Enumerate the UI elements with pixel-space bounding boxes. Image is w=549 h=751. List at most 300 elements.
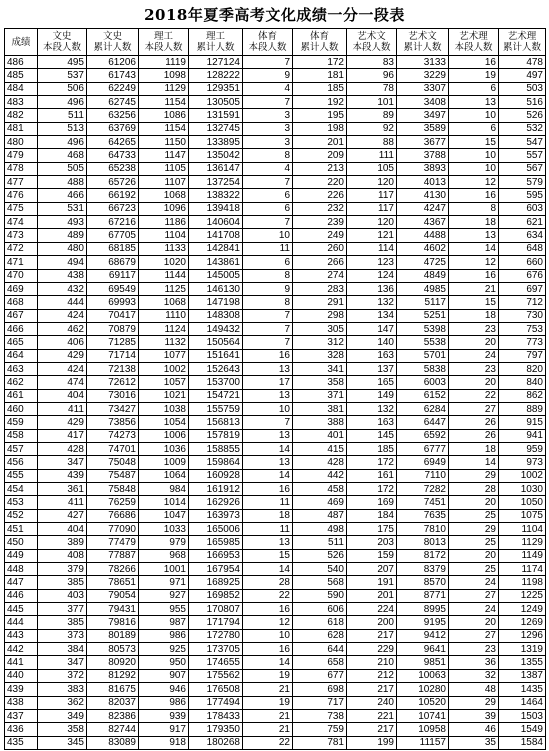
count-cell: 424 (38, 362, 87, 375)
count-cell: 968 (139, 549, 189, 562)
count-cell: 362 (38, 696, 87, 709)
count-cell: 172 (293, 56, 347, 69)
count-cell: 18 (449, 442, 499, 455)
count-cell: 676 (499, 269, 546, 282)
column-header (499, 29, 546, 56)
count-cell: 92 (347, 122, 397, 135)
count-cell: 328 (293, 349, 347, 362)
count-cell: 496 (38, 96, 87, 109)
count-cell: 79431 (87, 603, 139, 616)
count-cell: 16 (243, 483, 293, 496)
count-cell: 1154 (139, 96, 189, 109)
count-cell: 165 (347, 376, 397, 389)
count-cell: 137 (347, 362, 397, 375)
count-cell: 347 (38, 456, 87, 469)
column-header-label: 本段人数 (352, 42, 391, 53)
count-cell: 140604 (189, 216, 243, 229)
count-cell: 697 (499, 282, 546, 295)
count-cell: 25 (449, 509, 499, 522)
column-header-group: 艺术理 (459, 31, 488, 42)
column-header-label: 累计人数 (300, 42, 339, 53)
count-cell: 20 (449, 616, 499, 629)
table-row (5, 496, 546, 509)
count-cell: 4367 (397, 216, 449, 229)
count-cell: 71714 (87, 349, 139, 362)
count-cell: 781 (293, 736, 347, 749)
count-cell: 75848 (87, 483, 139, 496)
count-cell: 547 (499, 136, 546, 149)
count-cell: 19 (449, 69, 499, 82)
count-cell: 67216 (87, 216, 139, 229)
count-cell: 195 (293, 109, 347, 122)
count-cell: 511 (293, 536, 347, 549)
count-cell: 388 (293, 416, 347, 429)
table-row (5, 523, 546, 536)
count-cell: 3 (243, 109, 293, 122)
count-cell: 135042 (189, 149, 243, 162)
count-cell: 27 (449, 589, 499, 602)
count-cell: 14 (243, 442, 293, 455)
count-cell: 10 (449, 149, 499, 162)
count-cell: 389 (38, 536, 87, 549)
count-cell: 64733 (87, 149, 139, 162)
count-cell: 401 (293, 429, 347, 442)
score-table (4, 28, 546, 750)
score-cell: 475 (5, 202, 38, 215)
count-cell: 1319 (499, 643, 546, 656)
count-cell: 13 (243, 536, 293, 549)
count-cell: 46 (449, 723, 499, 736)
count-cell: 498 (293, 523, 347, 536)
count-cell: 478 (499, 56, 546, 69)
count-cell: 428 (38, 442, 87, 455)
table-row (5, 376, 546, 389)
count-cell: 385 (38, 616, 87, 629)
count-cell: 973 (499, 456, 546, 469)
count-cell: 153700 (189, 376, 243, 389)
count-cell: 6 (243, 202, 293, 215)
count-cell: 133895 (189, 136, 243, 149)
count-cell: 29 (449, 469, 499, 482)
count-cell: 341 (293, 362, 347, 375)
score-cell: 470 (5, 269, 38, 282)
count-cell: 10741 (397, 709, 449, 722)
column-header (87, 29, 139, 56)
count-cell: 7 (243, 96, 293, 109)
table-row (5, 509, 546, 522)
count-cell: 603 (499, 202, 546, 215)
score-cell: 449 (5, 549, 38, 562)
column-header (449, 29, 499, 56)
count-cell: 403 (38, 589, 87, 602)
table-row (5, 696, 546, 709)
table-row (5, 309, 546, 322)
count-cell: 6 (449, 82, 499, 95)
count-cell: 201 (347, 589, 397, 602)
count-cell: 147198 (189, 296, 243, 309)
count-cell: 82744 (87, 723, 139, 736)
count-cell: 20 (449, 376, 499, 389)
count-cell: 173705 (189, 643, 243, 656)
table-row (5, 669, 546, 682)
score-cell: 485 (5, 69, 38, 82)
count-cell: 1296 (499, 629, 546, 642)
count-cell: 156813 (189, 416, 243, 429)
count-cell: 76259 (87, 496, 139, 509)
count-cell: 8 (243, 149, 293, 162)
count-cell: 1047 (139, 509, 189, 522)
count-cell: 29 (449, 523, 499, 536)
count-cell: 36 (449, 656, 499, 669)
score-cell: 478 (5, 162, 38, 175)
count-cell: 495 (38, 56, 87, 69)
count-cell: 1068 (139, 296, 189, 309)
count-cell: 127124 (189, 56, 243, 69)
count-cell: 78 (347, 82, 397, 95)
count-cell: 557 (499, 149, 546, 162)
column-header-group: 体育 (257, 31, 277, 42)
count-cell: 6949 (397, 456, 449, 469)
count-cell: 1129 (139, 82, 189, 95)
count-cell: 1387 (499, 669, 546, 682)
header-row (5, 29, 546, 56)
count-cell: 5538 (397, 336, 449, 349)
count-cell: 1054 (139, 416, 189, 429)
score-cell: 474 (5, 216, 38, 229)
count-cell: 411 (38, 496, 87, 509)
count-cell: 634 (499, 229, 546, 242)
count-cell: 753 (499, 322, 546, 335)
table-row (5, 469, 546, 482)
count-cell: 63769 (87, 122, 139, 135)
count-cell: 773 (499, 336, 546, 349)
count-cell: 590 (293, 589, 347, 602)
table-row (5, 629, 546, 642)
count-cell: 7 (243, 416, 293, 429)
count-cell: 21 (243, 683, 293, 696)
count-cell: 6447 (397, 416, 449, 429)
column-header (5, 29, 38, 56)
count-cell: 11 (243, 242, 293, 255)
count-cell: 134 (347, 309, 397, 322)
count-cell: 537 (38, 69, 87, 82)
table-row (5, 136, 546, 149)
count-cell: 23 (449, 643, 499, 656)
count-cell: 217 (347, 683, 397, 696)
table-row (5, 176, 546, 189)
count-cell: 10 (449, 109, 499, 122)
count-cell: 18 (243, 509, 293, 522)
count-cell: 406 (38, 336, 87, 349)
column-header (38, 29, 87, 56)
count-cell: 69117 (87, 269, 139, 282)
count-cell: 105 (347, 162, 397, 175)
count-cell: 27 (449, 629, 499, 642)
score-cell: 473 (5, 229, 38, 242)
count-cell: 9195 (397, 616, 449, 629)
count-cell: 4130 (397, 189, 449, 202)
count-cell: 78651 (87, 576, 139, 589)
table-row (5, 202, 546, 215)
count-cell: 151641 (189, 349, 243, 362)
count-cell: 305 (293, 322, 347, 335)
count-cell: 74701 (87, 442, 139, 455)
table-row (5, 122, 546, 135)
table-row (5, 96, 546, 109)
count-cell: 3893 (397, 162, 449, 175)
count-cell: 567 (499, 162, 546, 175)
count-cell: 987 (139, 616, 189, 629)
count-cell: 220 (293, 176, 347, 189)
count-cell: 532 (499, 122, 546, 135)
count-cell: 163973 (189, 509, 243, 522)
table-row (5, 402, 546, 415)
count-cell: 73427 (87, 402, 139, 415)
count-cell: 959 (499, 442, 546, 455)
count-cell: 111 (347, 149, 397, 162)
count-cell: 862 (499, 389, 546, 402)
count-cell: 201 (293, 136, 347, 149)
table-row (5, 589, 546, 602)
column-header-label: 本段人数 (248, 42, 287, 53)
column-header-label: 本段人数 (454, 42, 493, 53)
score-cell: 472 (5, 242, 38, 255)
count-cell: 1050 (499, 496, 546, 509)
count-cell: 120 (347, 216, 397, 229)
score-cell: 467 (5, 309, 38, 322)
count-cell: 1096 (139, 202, 189, 215)
count-cell: 3497 (397, 109, 449, 122)
count-cell: 157819 (189, 429, 243, 442)
count-cell: 1001 (139, 563, 189, 576)
count-cell: 20 (449, 336, 499, 349)
count-cell: 621 (499, 216, 546, 229)
count-cell: 209 (293, 149, 347, 162)
count-cell: 14 (243, 656, 293, 669)
score-cell: 447 (5, 576, 38, 589)
count-cell: 6592 (397, 429, 449, 442)
count-cell: 83089 (87, 736, 139, 749)
count-cell: 266 (293, 256, 347, 269)
count-cell: 404 (38, 523, 87, 536)
count-cell: 493 (38, 216, 87, 229)
count-cell: 150564 (189, 336, 243, 349)
count-cell: 11 (243, 496, 293, 509)
count-cell: 139418 (189, 202, 243, 215)
count-cell: 462 (38, 322, 87, 335)
count-cell: 48 (449, 683, 499, 696)
count-cell: 169852 (189, 589, 243, 602)
count-cell: 232 (293, 202, 347, 215)
count-cell: 568 (293, 576, 347, 589)
count-cell: 424 (38, 309, 87, 322)
count-cell: 1132 (139, 336, 189, 349)
table-row (5, 442, 546, 455)
table-body (5, 56, 546, 750)
count-cell: 917 (139, 723, 189, 736)
count-cell: 260 (293, 242, 347, 255)
count-cell: 171794 (189, 616, 243, 629)
count-cell: 466 (38, 189, 87, 202)
count-cell: 1057 (139, 376, 189, 389)
count-cell: 511 (38, 109, 87, 122)
score-cell: 464 (5, 349, 38, 362)
page-title: 2018年夏季高考文化成绩一分一段表 (144, 6, 405, 24)
column-header-group: 理工 (205, 31, 225, 42)
count-cell: 606 (293, 603, 347, 616)
count-cell: 82037 (87, 696, 139, 709)
count-cell: 20 (449, 549, 499, 562)
count-cell: 429 (38, 416, 87, 429)
count-cell: 971 (139, 576, 189, 589)
score-cell: 466 (5, 322, 38, 335)
count-cell: 618 (293, 616, 347, 629)
count-cell: 7 (243, 322, 293, 335)
count-cell: 4849 (397, 269, 449, 282)
count-cell: 489 (38, 229, 87, 242)
count-cell: 1009 (139, 456, 189, 469)
count-cell: 1006 (139, 429, 189, 442)
count-cell: 121 (347, 229, 397, 242)
count-cell: 1147 (139, 149, 189, 162)
table-row (5, 82, 546, 95)
count-cell: 7 (243, 216, 293, 229)
count-cell: 516 (499, 96, 546, 109)
table-row (5, 603, 546, 616)
count-cell: 7 (243, 336, 293, 349)
count-cell: 65726 (87, 176, 139, 189)
count-cell: 1503 (499, 709, 546, 722)
table-row (5, 389, 546, 402)
count-cell: 1021 (139, 389, 189, 402)
count-cell: 497 (499, 69, 546, 82)
count-cell: 184 (347, 509, 397, 522)
count-cell: 907 (139, 669, 189, 682)
score-cell: 483 (5, 96, 38, 109)
count-cell: 207 (347, 563, 397, 576)
count-cell: 8771 (397, 589, 449, 602)
table-row (5, 282, 546, 295)
count-cell: 136147 (189, 162, 243, 175)
count-cell: 658 (293, 656, 347, 669)
count-cell: 75487 (87, 469, 139, 482)
score-cell: 444 (5, 616, 38, 629)
count-cell: 79054 (87, 589, 139, 602)
count-cell: 66192 (87, 189, 139, 202)
count-cell: 146130 (189, 282, 243, 295)
count-cell: 925 (139, 643, 189, 656)
count-cell: 137254 (189, 176, 243, 189)
count-cell: 72612 (87, 376, 139, 389)
count-cell: 180268 (189, 736, 243, 749)
count-cell: 221 (347, 709, 397, 722)
count-cell: 8570 (397, 576, 449, 589)
count-cell: 181 (293, 69, 347, 82)
count-cell: 5701 (397, 349, 449, 362)
count-cell: 9641 (397, 643, 449, 656)
count-cell: 950 (139, 656, 189, 669)
score-cell: 456 (5, 456, 38, 469)
count-cell: 161912 (189, 483, 243, 496)
count-cell: 404 (38, 389, 87, 402)
count-cell: 23 (449, 362, 499, 375)
column-header-group: 体育 (309, 31, 329, 42)
count-cell: 506 (38, 82, 87, 95)
score-cell: 476 (5, 189, 38, 202)
count-cell: 69993 (87, 296, 139, 309)
count-cell: 3788 (397, 149, 449, 162)
count-cell: 39 (449, 709, 499, 722)
count-cell: 5838 (397, 362, 449, 375)
count-cell: 77887 (87, 549, 139, 562)
count-cell: 14 (449, 242, 499, 255)
table-row (5, 616, 546, 629)
score-cell: 457 (5, 442, 38, 455)
count-cell: 291 (293, 296, 347, 309)
count-cell: 1064 (139, 469, 189, 482)
count-cell: 1119 (139, 56, 189, 69)
column-header-label: 累计人数 (403, 42, 442, 53)
count-cell: 81292 (87, 669, 139, 682)
count-cell: 3408 (397, 96, 449, 109)
table-row (5, 563, 546, 576)
count-cell: 21 (449, 282, 499, 295)
count-cell: 163 (347, 416, 397, 429)
count-cell: 172 (347, 483, 397, 496)
count-cell: 10 (243, 402, 293, 415)
count-cell: 16 (243, 349, 293, 362)
count-cell: 648 (499, 242, 546, 255)
count-cell: 163 (347, 349, 397, 362)
count-cell: 142841 (189, 242, 243, 255)
count-cell: 1125 (139, 282, 189, 295)
column-header (139, 29, 189, 56)
count-cell: 17 (243, 376, 293, 389)
count-cell: 1002 (139, 362, 189, 375)
count-cell: 13 (449, 229, 499, 242)
table-row (5, 723, 546, 736)
count-cell: 12 (449, 176, 499, 189)
count-cell: 210 (347, 656, 397, 669)
count-cell: 28 (243, 576, 293, 589)
count-cell: 80573 (87, 643, 139, 656)
count-cell: 1030 (499, 483, 546, 496)
count-cell: 712 (499, 296, 546, 309)
count-cell: 8 (243, 296, 293, 309)
count-cell: 3677 (397, 136, 449, 149)
column-header (347, 29, 397, 56)
count-cell: 6284 (397, 402, 449, 415)
count-cell: 88 (347, 136, 397, 149)
count-cell: 759 (293, 723, 347, 736)
count-cell: 68185 (87, 242, 139, 255)
count-cell: 130505 (189, 96, 243, 109)
count-cell: 172780 (189, 629, 243, 642)
count-cell: 23 (449, 322, 499, 335)
count-cell: 18 (449, 216, 499, 229)
count-cell: 35 (449, 736, 499, 749)
score-cell: 462 (5, 376, 38, 389)
count-cell: 628 (293, 629, 347, 642)
count-cell: 371 (293, 389, 347, 402)
count-cell: 373 (38, 629, 87, 642)
column-header-label: 累计人数 (502, 42, 541, 53)
count-cell: 513 (38, 122, 87, 135)
count-cell: 18 (449, 309, 499, 322)
table-row (5, 429, 546, 442)
count-cell: 1435 (499, 683, 546, 696)
score-cell: 442 (5, 643, 38, 656)
